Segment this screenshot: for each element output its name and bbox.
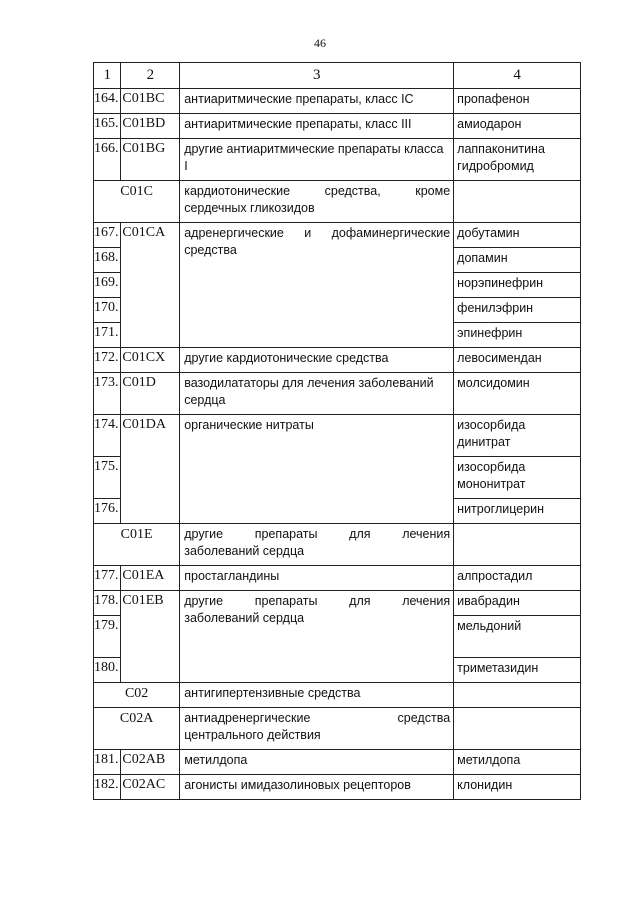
row-number: 164. (94, 89, 121, 114)
row-number: 167. (94, 223, 121, 248)
row-number: 166. (94, 139, 121, 181)
row-number: 174. (94, 415, 121, 457)
group-description: вазодилататоры для лечения заболеваний сердца (180, 373, 454, 415)
drug-name: пропафенон (454, 89, 581, 114)
empty-cell (454, 708, 581, 750)
row-number: 176. (94, 499, 121, 524)
atc-code: C01EB (121, 591, 180, 683)
group-row (94, 524, 581, 566)
table-row (94, 750, 581, 775)
row-number: 170. (94, 298, 121, 323)
row-number: 179. (94, 616, 121, 658)
group-description: метилдопа (180, 750, 454, 775)
drug-name: норэпинефрин (454, 273, 581, 298)
drug-name: нитроглицерин (454, 499, 581, 524)
atc-code: C01BC (121, 89, 180, 114)
row-number: 173. (94, 373, 121, 415)
group-row (94, 181, 581, 223)
drug-name: эпинефрин (454, 323, 581, 348)
table-row (94, 415, 581, 457)
row-number: 172. (94, 348, 121, 373)
drug-name: допамин (454, 248, 581, 273)
drug-name: лаппаконитина гидробромид (454, 139, 581, 181)
drug-name: изосорбида динитрат (454, 415, 581, 457)
group-description: кардиотонические средства, кроме сердечных гликозидов (180, 181, 454, 223)
drug-name: триметазидин (454, 658, 581, 683)
group-description: простагландины (180, 566, 454, 591)
table-row (94, 348, 581, 373)
table-header-row (94, 63, 581, 89)
atc-code: C02AC (121, 775, 180, 800)
table-row (94, 373, 581, 415)
group-code: C02 (94, 683, 180, 708)
group-description: органические нитраты (180, 415, 454, 524)
drug-name: добутамин (454, 223, 581, 248)
row-number: 171. (94, 323, 121, 348)
group-description: другие препараты для лечения заболеваний сердца (180, 524, 454, 566)
header-col-2: 2 (121, 63, 180, 89)
group-description: другие кардиотонические средства (180, 348, 454, 373)
group-code: C01E (94, 524, 180, 566)
group-description: антиаритмические препараты, класс IC (180, 89, 454, 114)
empty-cell (454, 181, 581, 223)
group-description: другие препараты для лечения заболеваний сердца (180, 591, 454, 683)
empty-cell (454, 524, 581, 566)
group-code: C02A (94, 708, 180, 750)
drug-name: левосимендан (454, 348, 581, 373)
header-col-4: 4 (454, 63, 581, 89)
drug-name: фенилэфрин (454, 298, 581, 323)
table-row (94, 591, 581, 616)
atc-code: C01D (121, 373, 180, 415)
atc-code: C01BD (121, 114, 180, 139)
table-row (94, 139, 581, 181)
empty-cell (454, 683, 581, 708)
drug-name: амиодарон (454, 114, 581, 139)
drug-name: ивабрадин (454, 591, 581, 616)
drug-name: молсидомин (454, 373, 581, 415)
atc-code: C01EA (121, 566, 180, 591)
drug-name: мельдоний (454, 616, 581, 658)
table-row (94, 566, 581, 591)
drug-name: клонидин (454, 775, 581, 800)
drug-name: метилдопа (454, 750, 581, 775)
group-description: адренергические и дофаминергические средства (180, 223, 454, 348)
table-row (94, 114, 581, 139)
row-number: 180. (94, 658, 121, 683)
page-number: 46 (314, 36, 326, 50)
group-description: антигипертензивные средства (180, 683, 454, 708)
atc-code: C01CA (121, 223, 180, 348)
row-number: 175. (94, 457, 121, 499)
group-description: антиадренергические средства центрального действия (180, 708, 454, 750)
row-number: 168. (94, 248, 121, 273)
group-row (94, 683, 581, 708)
row-number: 165. (94, 114, 121, 139)
atc-code: C01DA (121, 415, 180, 524)
atc-code: C02AB (121, 750, 180, 775)
row-number: 169. (94, 273, 121, 298)
table-row (94, 775, 581, 800)
drug-name: алпростадил (454, 566, 581, 591)
row-number: 178. (94, 591, 121, 616)
group-description: другие антиаритмические препараты класса I (180, 139, 454, 181)
row-number: 182. (94, 775, 121, 800)
group-description: агонисты имидазолиновых рецепторов (180, 775, 454, 800)
row-number: 181. (94, 750, 121, 775)
header-col-1: 1 (94, 63, 121, 89)
atc-code: C01CX (121, 348, 180, 373)
table-row (94, 223, 581, 248)
row-number: 177. (94, 566, 121, 591)
header-col-3: 3 (180, 63, 454, 89)
drug-classification-table (93, 62, 581, 800)
group-description: антиаритмические препараты, класс III (180, 114, 454, 139)
drug-name: изосорбида мононитрат (454, 457, 581, 499)
table-row (94, 89, 581, 114)
group-code: C01C (94, 181, 180, 223)
atc-code: C01BG (121, 139, 180, 181)
group-row (94, 708, 581, 750)
